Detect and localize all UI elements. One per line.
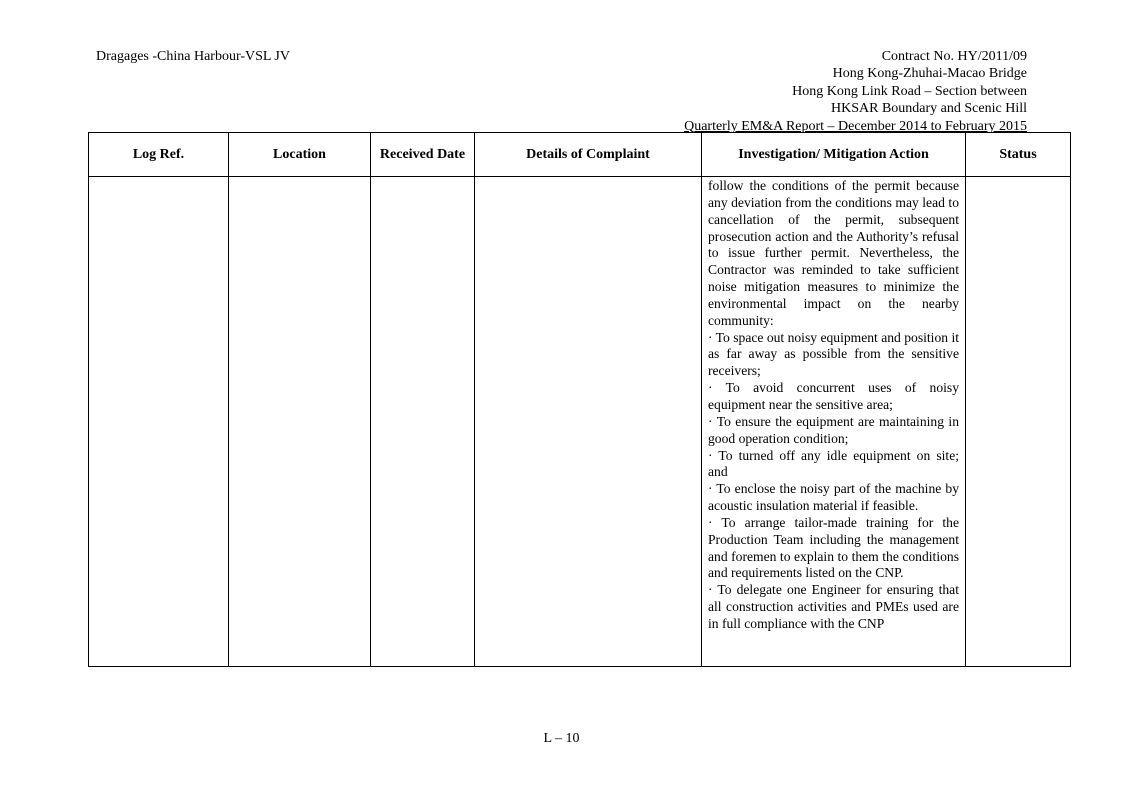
column-header-received-date: Received Date (371, 133, 475, 177)
report-title: Quarterly EM&A Report – December 2014 to February 2015 (684, 118, 1027, 134)
cell-log-ref (89, 177, 229, 667)
page-number: L – 10 (543, 731, 580, 746)
contract-number: Contract No. HY/2011/09 (881, 49, 1027, 64)
action-bullet-training: · To arrange tailor-made training for the Production Team including the management and foremen to explain to them the conditions and requirements listed on the CNP. (708, 514, 959, 581)
action-bullet-acoustic-insulation: · To enclose the noisy part of the machine by acoustic insulation material if feasible. (708, 481, 959, 514)
project-name: Hong Kong-Zhuhai-Macao Bridge (832, 66, 1027, 82)
action-bullet-maintain-equipment: · To ensure the equipment are maintaining in good operation condition; (708, 413, 959, 446)
cell-investigation-action (702, 177, 966, 667)
column-header-status: Status (966, 133, 1071, 177)
action-bullet-avoid-concurrent: · To avoid concurrent uses of noisy equipment near the sensitive area; (708, 380, 959, 412)
project-section-line-1: Hong Kong Link Road – Section between (792, 83, 1027, 99)
cell-location (229, 177, 371, 667)
cell-details (475, 177, 702, 667)
cell-received-date (371, 177, 475, 667)
column-header-log-ref: Log Ref. (89, 133, 229, 177)
column-header-investigation-action: Investigation/ Mitigation Action (702, 133, 966, 177)
column-header-details-of-complaint: Details of Complaint (475, 133, 702, 177)
action-bullet-delegate-engineer: · To delegate one Engineer for ensuring that all construction activities and PMEs used are in full compliance with the CNP (708, 582, 959, 631)
action-bullet-idle-equipment: · To turned off any idle equipment on site; and (708, 447, 959, 480)
project-section-line-2: HKSAR Boundary and Scenic Hill (831, 101, 1027, 117)
table-header-row (89, 133, 1071, 177)
contractor-name: Dragages -China Harbour-VSL JV (96, 49, 290, 64)
action-paragraph-intro: follow the conditions of the permit because any deviation from the conditions may lead to cancellation of the permit, subsequent prosecution action and the Authority’s refusal to issue further permit. Nevertheless, the Contractor was reminded to take sufficient noise mitigation measures to minimize the environmental impact on the nearby community: (708, 178, 959, 328)
complaint-log-table (88, 132, 1071, 667)
table-row (89, 177, 1071, 667)
report-header (684, 48, 1027, 135)
action-bullet-space-out: · To space out noisy equipment and position it as far away as possible from the sensitive receivers; (708, 329, 960, 379)
cell-status (966, 177, 1071, 667)
column-header-location: Location (229, 133, 371, 177)
